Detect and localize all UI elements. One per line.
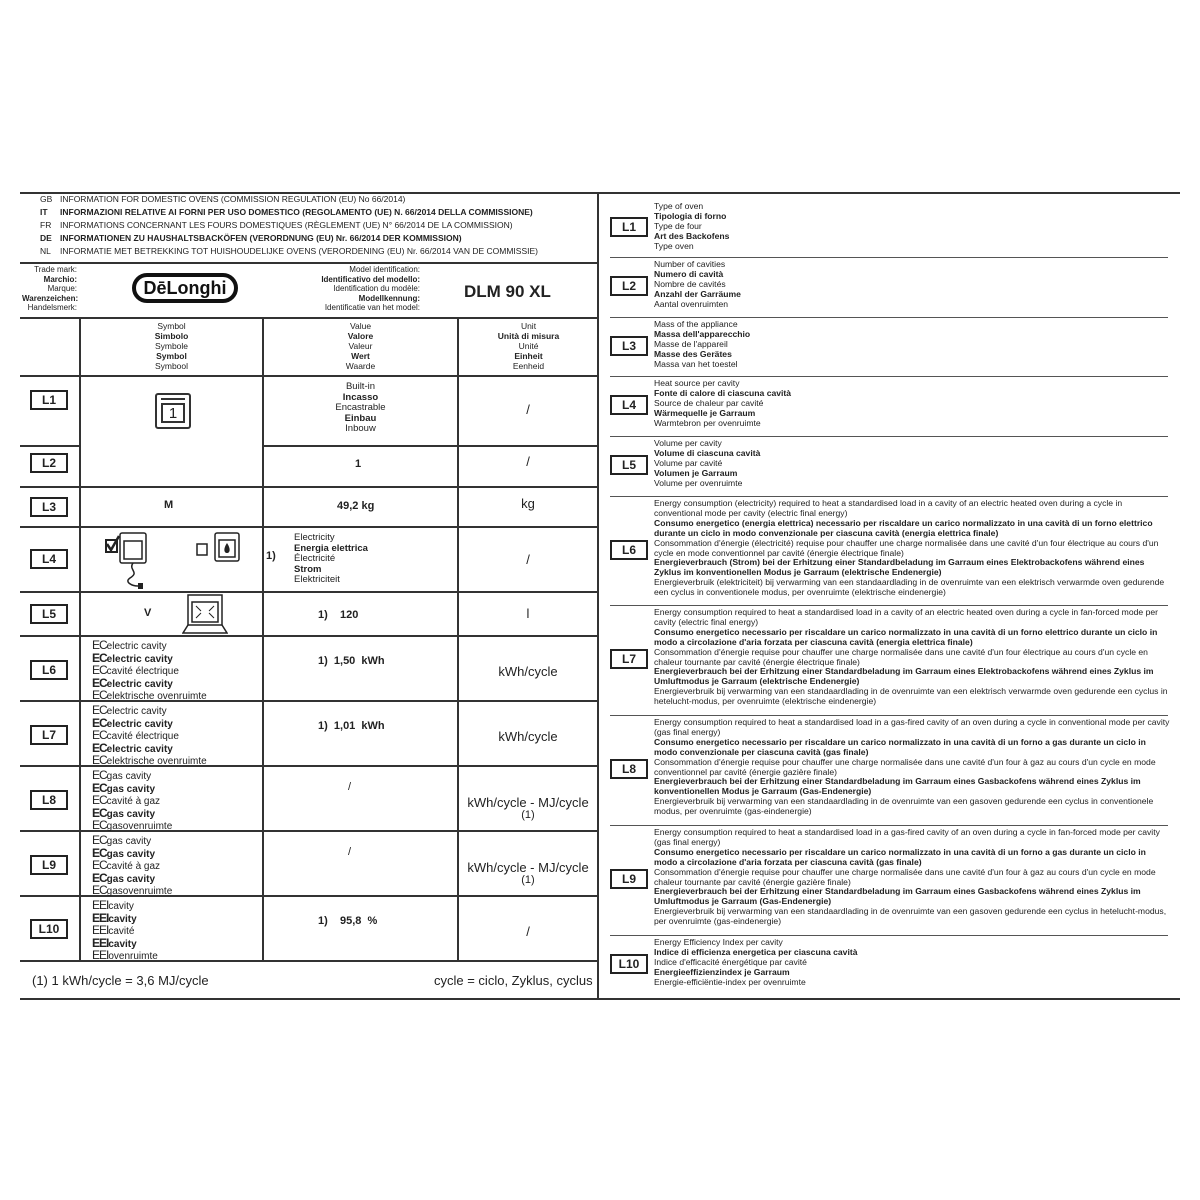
legend-text-line: Energy Efficiency Index per cavity (654, 937, 783, 947)
symbol-prefix: EC (92, 715, 107, 730)
l8-symbol (92, 770, 172, 833)
symbol-text: elektrische ovenruimte (106, 756, 207, 767)
label: Model identification: (349, 265, 420, 274)
symbol-text: cavité à gaz (106, 861, 161, 872)
legend-text-line: Aantal ovenruimten (654, 298, 729, 309)
label: Marchio: (43, 274, 77, 284)
legend-item-l8 (598, 716, 1180, 826)
label: Valeur (348, 341, 373, 351)
label: Identification du modèle: (333, 284, 420, 294)
legend-text-line: Volumen je Garraum (654, 467, 738, 478)
legend-description (654, 439, 1170, 489)
electric-oven-icon (120, 533, 146, 589)
legend-item-l10 (598, 936, 1180, 996)
checked-checkbox-icon (106, 536, 119, 552)
l7-unit: kWh/cycle (498, 729, 558, 744)
legend-text-line: Energy consumption required to heat a standardised load in a gas-fired cavity of an oven during a cycle in fan-forced mode per cavity (gas final energy) (654, 827, 1160, 847)
row-label-l7: L7 (30, 725, 68, 745)
symbol-line (92, 715, 207, 731)
legend-label: L5 (610, 455, 648, 475)
row-label-l10: L10 (30, 919, 68, 939)
symbol-text: electric cavity (106, 653, 173, 665)
symbol-text: ovenruimte (108, 951, 158, 962)
divider (79, 318, 81, 961)
model-identifier: DLM 90 XL (464, 282, 551, 301)
symbol-text: electric cavity (106, 641, 167, 652)
legend-text-line: Energy consumption required to heat a standardised load in a cavity of an electric heated oven during a cycle in fan-forced mode per cavity (electric final energy) (654, 607, 1158, 627)
label: Modellkennung: (358, 293, 420, 303)
legend-description (654, 718, 1170, 817)
legend-label: L6 (610, 540, 648, 560)
divider (263, 445, 598, 447)
symbol-prefix: EC (92, 858, 107, 872)
label: Simbolo (154, 331, 189, 341)
l5-value: 1) 120 (318, 609, 359, 621)
l7-symbol (92, 705, 207, 768)
label: Value (349, 321, 372, 331)
symbol-line (92, 665, 207, 678)
delonghi-logo: DēLonghi (132, 273, 238, 303)
legend-description (654, 379, 1170, 429)
symbol-text: elektrische ovenruimte (106, 691, 207, 702)
header-line-it (22, 207, 533, 219)
divider (20, 317, 598, 319)
label: Waarde (345, 361, 376, 371)
symbol-prefix: EC (92, 688, 107, 702)
symbol-line (92, 640, 207, 653)
symbol-text: electric cavity (106, 718, 173, 730)
row-label-l5: L5 (30, 604, 68, 624)
label: Inbouw (345, 423, 376, 434)
label: Électricité (294, 553, 336, 564)
label: Valore (347, 331, 374, 341)
divider (20, 262, 598, 264)
symbol-text: cavité électrique (106, 666, 179, 677)
label: Unit (520, 321, 537, 331)
symbol-text: electric cavity (106, 743, 173, 755)
l8-unit-note: (1) (521, 809, 535, 821)
legend-text-line: Warmtebron per ovenruimte (654, 417, 761, 428)
legend-text-line: Numero di cavità (654, 268, 724, 279)
symbol-prefix: EC (92, 740, 107, 755)
header-text: INFORMAZIONI RELATIVE AI FORNI PER USO DOMESTICO (REGOLAMENTO (UE) N. 66/2014 DELLA COMMISSIONE) (60, 207, 533, 217)
legend-text-line: Fonte di calore di ciascuna cavità (654, 387, 792, 398)
legend-text-line: Indice di efficienza energetica per ciascuna cavità (654, 946, 858, 957)
label: Identificativo del modello: (321, 274, 420, 284)
l5-unit: l (526, 606, 530, 621)
l10-symbol (92, 900, 158, 963)
legend-text-line: Indice d'efficacité énergétique par cavité (654, 956, 807, 967)
label: Handelsmerk: (27, 303, 77, 313)
column-header-unit (459, 321, 598, 371)
symbol-text: cavité électrique (106, 731, 179, 742)
legend-text-line: Consumo energetico necessario per riscaldare un carico normalizzato in una cavità di un forno a gas durante un ciclo in modo convenzionale per ciascuna cavità (gas finale) (654, 736, 1146, 757)
legend-item-l3 (598, 318, 1180, 377)
label: Wert (351, 351, 370, 361)
header-line-de (22, 233, 462, 245)
legend-text-line: Energy consumption required to heat a standardised load in a gas-fired cavity of an oven during a cycle in conventional mode per cavity (gas final energy) (654, 717, 1170, 737)
legend-text-line: Energy consumption (electricity) required to heat a standardised load in a cavity of an electric heated oven during a cycle in conventional mode per cavity (electric final energy) (654, 498, 1123, 518)
l8-value: / (348, 781, 352, 793)
legend-text-line: Massa dell'apparecchio (654, 328, 751, 339)
symbol-prefix: EC (92, 870, 107, 885)
header-line-gb (22, 194, 405, 206)
row-label-l3: L3 (30, 497, 68, 517)
legend-text-line: Volume par cavité (654, 457, 723, 468)
l1-value (264, 382, 457, 435)
legend-text-line: Source de chaleur par cavité (654, 397, 764, 408)
symbol-line (92, 675, 207, 691)
legend-text-line: Consommation d'énergie requise pour chauffer une charge normalisée dans une cavité d'un four à gaz au cours d'un cycle en mode chaleur tournante par cavité (énergie gazière finale) (654, 866, 1156, 887)
legend-text-line: Art des Backofens (654, 230, 730, 241)
oven-volume-icon (182, 594, 228, 634)
legend-text-line: Type of oven (654, 201, 704, 211)
label: Elektriciteit (294, 574, 340, 585)
header-line-nl (22, 246, 538, 258)
legend-text-line: Energieeffizienzindex je Garraum (654, 966, 790, 977)
symbol-prefix: EEI (92, 910, 109, 925)
legend-text-line: Wärmequelle je Garraum (654, 407, 756, 418)
legend-text-line: Energieverbruik bij verwarming van een standaardlading in de ovenruimte van een gasoven gedurende een cyclus in conventionele modus, per ovenruimte (gas-eindenergie) (654, 796, 1154, 817)
symbol-prefix: EC (92, 818, 107, 832)
symbol-line (92, 705, 207, 718)
l7-value: 1) 1,01 kWh (318, 720, 385, 732)
label: Trade mark: (34, 265, 77, 274)
legend-text-line: Consumo energetico (energia elettrica) necessario per riscaldare un carico normalizzato in una cavità di un forno elettrico durante un ciclo in modo convenzionale per ciascuna cavità (energia elettrica finale) (654, 517, 1153, 538)
symbol-prefix: EC (92, 768, 107, 782)
symbol-prefix: EEI (92, 898, 109, 912)
symbol-text: gas cavity (106, 836, 152, 847)
label: Symbole (154, 341, 189, 351)
symbol-prefix: EC (92, 780, 107, 795)
row-label-l4: L4 (30, 549, 68, 569)
symbol-line (92, 730, 207, 743)
symbol-text: cavité (108, 926, 135, 937)
conversion-note: (1) 1 kWh/cycle = 3,6 MJ/cycle (32, 973, 209, 988)
legend-text-line: Mass of the appliance (654, 319, 738, 329)
legend-item-l7 (598, 606, 1180, 716)
symbol-prefix: EC (92, 845, 107, 860)
legend-text-line: Energieverbrauch (Strom) bei der Erhitzung einer Standardbeladung im Garraum eines Elektrobackofens während eines Zyklus im konventionellen Modus je Garraum (elektrische Endenergie) (654, 557, 1145, 578)
symbol-text: electric cavity (106, 706, 167, 717)
l9-unit-note: (1) (521, 874, 535, 886)
legend-text-line: Type de four (654, 220, 702, 231)
legend-text-line: Energieverbruik bij verwarming van een standaardlading in de ovenruimte van een gasoven gedurende een cyclus in hetelucht-modus, per ovenruimte (gas-eindenergie) (654, 906, 1167, 927)
symbol-text: gas cavity (106, 873, 156, 885)
header-text: INFORMATIONS CONCERNANT LES FOURS DOMESTIQUES (RÈGLEMENT (UE) N° 66/2014 DE LA COMMISSION) (60, 220, 513, 230)
legend-text-line: Volume per ovenruimte (654, 477, 743, 488)
symbol-line (92, 950, 158, 963)
symbol-prefix: EEI (92, 923, 109, 937)
legend-text-line: Volume per cavity (654, 438, 722, 448)
label: Einbau (344, 412, 377, 424)
row-label-l1: L1 (30, 390, 68, 410)
legend-label: L7 (610, 649, 648, 669)
label: Energia elettrica (294, 542, 368, 554)
symbol-text: gasovenruimte (106, 886, 173, 897)
legend-text-line: Consumo energetico necessario per riscaldare un carico normalizzato in una cavità di un forno elettrico durante un ciclo in modo a circolazione d'aria forzata per ciascuna cavità (energia elettrica finale) (654, 626, 1158, 647)
label: Strom (294, 563, 322, 575)
symbol-text: gasovenruimte (106, 821, 173, 832)
l2-value: 1 (355, 458, 362, 470)
symbol-prefix: EEI (92, 948, 109, 962)
legend-label: L2 (610, 276, 648, 296)
l6-symbol (92, 640, 207, 703)
l6-value: 1) 1,50 kWh (318, 655, 385, 667)
header-text: INFORMATIONEN ZU HAUSHALTSBACKÖFEN (VERORDNUNG (EU) Nr. 66/2014 DER KOMMISSION) (60, 233, 462, 243)
legend-text-line: Massa van het toestel (654, 358, 738, 369)
legend-description (654, 938, 1170, 988)
header-text: INFORMATION FOR DOMESTIC OVENS (COMMISSION REGULATION (EU) No 66/2014) (60, 194, 406, 204)
lang-code: DE (40, 233, 52, 243)
symbol-prefix: EC (92, 728, 107, 742)
lang-code: FR (40, 220, 52, 230)
l9-unit: kWh/cycle - MJ/cycle (467, 860, 589, 875)
l10-value: 1) 95,8 % (318, 915, 378, 927)
legend-description (654, 828, 1170, 927)
legend-item-l6 (598, 497, 1180, 606)
legend-text-line: Energieverbruik bij verwarming van een standaardlading in de ovenruimte van een elektrisch verwarmde oven gedurende een cyclus in hetelucht-modus, per ovenruimte (elektrische eindenergie) (654, 686, 1168, 707)
legend-text-line: Masse des Gerätes (654, 348, 732, 359)
symbol-prefix: EC (92, 805, 107, 820)
legend-text-line: Consommation d'énergie requise pour chauffer une charge normalisée dans une cavité d'un four à gaz au cours d'un cycle en mode conventionnel par cavité (énergie gazière finale) (654, 756, 1156, 777)
legend-description (654, 499, 1170, 598)
legend-item-l2 (598, 258, 1180, 318)
legend-label: L1 (610, 217, 648, 237)
label: Electricity (294, 532, 335, 543)
l5-symbol: V (144, 607, 152, 619)
legend-item-l5 (598, 437, 1180, 497)
legend-text-line: Anzahl der Garräume (654, 288, 741, 299)
legend-label: L3 (610, 336, 648, 356)
symbol-prefix: EC (92, 883, 107, 897)
l3-unit: kg (521, 496, 535, 511)
legend-item-l9 (598, 826, 1180, 936)
symbol-line (92, 755, 207, 768)
l4-value (294, 533, 368, 586)
legend-item-l4 (598, 377, 1180, 437)
legend-text-line: Number of cavities (654, 259, 726, 269)
legend-text-line: Masse de l'appareil (654, 338, 728, 349)
legend-description (654, 608, 1170, 707)
label: Encastrable (335, 402, 386, 413)
l10-unit: / (526, 924, 530, 939)
symbol-prefix: EEI (92, 935, 109, 950)
gas-oven-icon (214, 532, 240, 562)
label: Symbol (157, 321, 186, 331)
legend-item-l1 (598, 200, 1180, 258)
label: Incasso (342, 391, 379, 403)
legend-description (654, 260, 1170, 310)
legend-description (654, 202, 1170, 252)
symbol-text: gas cavity (106, 783, 156, 795)
row-label-l9: L9 (30, 855, 68, 875)
heat-source-icons (100, 528, 210, 592)
cavity-count-glyph: 1 (161, 403, 185, 423)
legend-text-line: Volume di ciascuna cavità (654, 447, 761, 458)
header-line-fr (22, 220, 513, 232)
label: Symbol (156, 351, 187, 361)
symbol-prefix: EC (92, 675, 107, 690)
symbol-prefix: EC (92, 663, 107, 677)
legend-text-line: Energieverbrauch bei der Erhitzung einer Standardbeladung im Garraum eines Gasbackofens während eines Zyklus im Umluftmodus je Garraum (Gas-Endenergie) (654, 886, 1141, 907)
column-header-symbol (81, 321, 262, 371)
symbol-line (92, 690, 207, 703)
label: Identificatie van het model: (324, 303, 420, 313)
legend-text-line: Energieverbrauch bei der Erhitzung einer Standardbeladung im Garraum eines Gasbackofens während eines Zyklus im konventionellen Modus je Garraum (Gas-Endenergie) (654, 776, 1141, 797)
symbol-text: cavité à gaz (106, 796, 161, 807)
label: Warenzeichen: (22, 293, 79, 303)
symbol-line (92, 650, 207, 666)
row-label-l2: L2 (30, 453, 68, 473)
symbol-text: gas cavity (106, 808, 156, 820)
divider (20, 375, 598, 377)
l4-unit: / (526, 552, 530, 567)
symbol-prefix: EC (92, 833, 107, 847)
legend-label: L10 (610, 954, 648, 974)
trade-mark-labels (22, 265, 77, 313)
l4-note: 1) (266, 550, 276, 562)
symbol-line (92, 820, 172, 833)
legend-text-line: Consumo energetico necessario per riscaldare un carico normalizzato in una cavità di un forno a gas durante un ciclo in modo a circolazione d'aria forzata per ciascuna cavità (gas finale) (654, 846, 1146, 867)
l1-unit: / (526, 402, 530, 417)
legend-text-line: Tipologia di forno (654, 210, 727, 221)
l3-value: 49,2 kg (337, 500, 375, 512)
row-label-l8: L8 (30, 790, 68, 810)
divider (20, 635, 598, 637)
label: Einheit (514, 351, 543, 361)
symbol-prefix: EC (92, 703, 107, 717)
symbol-line (92, 740, 207, 756)
legend-text-line: Energie-efficiëntie-index per ovenruimte (654, 976, 806, 987)
legend-text-line: Energieverbruik (elektriciteit) bij verwarming van een standaardlading in de ovenruimte van een elektrisch verwarmde oven gedurende een cyclus in conventionele modus, per ovenruimte (elektrische eindenergie) (654, 577, 1165, 598)
cycle-translation-note: cycle = ciclo, Zyklus, cyclus (434, 973, 593, 988)
unchecked-checkbox-icon (197, 544, 207, 555)
symbol-prefix: EC (92, 638, 107, 652)
l6-unit: kWh/cycle (498, 664, 558, 679)
lang-code: NL (40, 246, 51, 256)
l3-symbol: M (164, 499, 174, 511)
legend-text-line: Nombre de cavités (654, 278, 726, 289)
legend-text-line: Consommation d'énergie (électricité) requise pour chauffer une charge normalisée dans une cavité d'un four électrique au cours d'un cycle en mode conventionnel par cavité (énergie électrique finale) (654, 537, 1159, 558)
legend-text-line: Heat source per cavity (654, 378, 740, 388)
divider (20, 486, 598, 488)
label: Built-in (345, 381, 376, 392)
symbol-prefix: EC (92, 650, 107, 665)
legend-label: L9 (610, 869, 648, 889)
l2-unit: / (526, 454, 530, 469)
header-text: INFORMATIE MET BETREKKING TOT HUISHOUDELIJKE OVENS (VERORDENING (EU) Nr. 66/2014 VAN DE COMMISSIE) (60, 246, 538, 256)
built-in-oven-icon (155, 393, 191, 429)
model-labels (290, 265, 420, 313)
legend-label: L8 (610, 759, 648, 779)
legend-text-line: Type oven (654, 240, 694, 251)
lang-code: IT (40, 207, 48, 217)
l9-value: / (348, 846, 352, 858)
symbol-line (92, 885, 172, 898)
legend-text-line: Energieverbrauch bei der Erhitzung einer Standardbeladung im Garraum eines Elektrobackofens während eines Zyklus im Umluftmodus je Garraum (elektrische Endenergie) (654, 666, 1154, 687)
symbol-text: cavity (108, 901, 134, 912)
symbol-text: cavity (108, 913, 137, 925)
legend-text-line: Consommation d'énergie requise pour chauffer une charge normalisée dans une cavité d'un four électrique au cours d'un cycle en chaleur tournante par cavité (énergie électrique finale) (654, 646, 1148, 667)
symbol-prefix: EC (92, 793, 107, 807)
label: Unité (518, 341, 539, 351)
lang-code: GB (40, 194, 53, 204)
label: Marque: (47, 284, 77, 294)
symbol-text: gas cavity (106, 771, 152, 782)
legend-description (654, 320, 1170, 370)
column-header-value (264, 321, 457, 371)
legend-label: L4 (610, 395, 648, 415)
symbol-prefix: EC (92, 753, 107, 767)
divider (20, 445, 80, 447)
label: Unità di misura (497, 331, 560, 341)
symbol-text: electric cavity (106, 678, 173, 690)
symbol-text: cavity (108, 938, 137, 950)
symbol-text: gas cavity (106, 848, 156, 860)
row-label-l6: L6 (30, 660, 68, 680)
label: Eenheid (512, 361, 545, 371)
l9-symbol (92, 835, 172, 898)
label: Symbool (154, 361, 189, 371)
l8-unit: kWh/cycle - MJ/cycle (467, 795, 589, 810)
